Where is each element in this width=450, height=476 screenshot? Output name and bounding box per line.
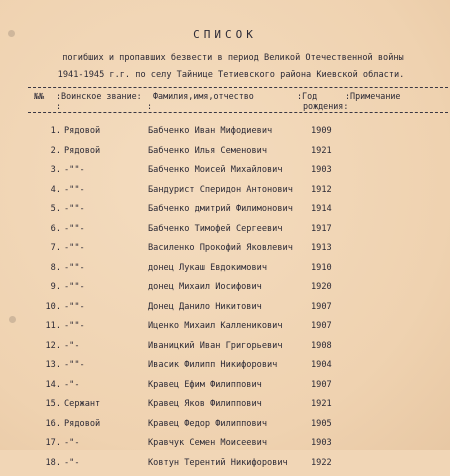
entry-rank: -""- bbox=[64, 204, 85, 214]
entry-number: 7. bbox=[50, 243, 61, 253]
entry-birth-year: 1912 bbox=[311, 184, 332, 195]
entry-number: 10. bbox=[45, 301, 61, 312]
entry-birth-year: 1913 bbox=[311, 243, 332, 253]
entry-birth-year: 1905 bbox=[311, 418, 332, 429]
entry-rank: -""- bbox=[64, 243, 85, 253]
entry-name: Кравец Яков Филиппович bbox=[148, 399, 262, 409]
entry-name: Бандурист Сперидон Антонович bbox=[148, 184, 293, 195]
entry-birth-year: 1903 bbox=[311, 165, 332, 175]
list-item bbox=[0, 263, 450, 281]
document-title: СПИСОК bbox=[193, 28, 257, 41]
header-rule-top bbox=[28, 87, 448, 88]
header-num-colon: : bbox=[56, 101, 62, 111]
entry-number: 14. bbox=[45, 379, 61, 390]
entry-name: Ивасик Филипп Никифорович bbox=[148, 360, 278, 370]
entry-name: Кравец Федор Филиппович bbox=[148, 418, 267, 429]
header-num: №№ bbox=[34, 91, 45, 101]
list-item bbox=[0, 185, 450, 203]
entry-name: Бабченко Иван Мифодиевич bbox=[148, 126, 273, 136]
list-item bbox=[0, 438, 450, 456]
entry-name: Кравчук Семен Моисеевич bbox=[148, 438, 267, 448]
entry-birth-year: 1920 bbox=[311, 282, 332, 292]
entry-birth-year: 1921 bbox=[311, 145, 332, 156]
entry-birth-year: 1903 bbox=[311, 438, 332, 448]
entry-rank: -""- bbox=[64, 321, 85, 331]
header-note: :Примечание bbox=[345, 91, 401, 101]
entry-rank: -"- bbox=[64, 438, 80, 448]
list-item bbox=[0, 458, 450, 476]
entry-name: Кравец Ефим Филиппович bbox=[148, 379, 262, 390]
entry-birth-year: 1914 bbox=[311, 204, 332, 214]
document-subtitle-line2: 1941-1945 г.г. по селу Тайнице Тетиевского района Киевской области. bbox=[57, 70, 405, 80]
entry-birth-year: 1910 bbox=[311, 262, 332, 273]
header-rank-colon: : bbox=[147, 101, 153, 111]
entry-name: донец Михаил Иосифович bbox=[148, 282, 262, 292]
list-item bbox=[0, 419, 450, 437]
list-item bbox=[0, 204, 450, 222]
entry-name: Иценко Михаил Калленикович bbox=[148, 321, 283, 331]
entry-name: Донец Данило Никитович bbox=[148, 301, 262, 312]
entry-birth-year: 1917 bbox=[311, 223, 332, 234]
entry-number: 8. bbox=[50, 262, 61, 273]
entry-rank: -"- bbox=[64, 340, 80, 351]
list-item bbox=[0, 360, 450, 378]
list-item bbox=[0, 282, 450, 300]
entry-number: 9. bbox=[50, 282, 61, 292]
header-rule-bottom bbox=[28, 112, 448, 113]
entry-birth-year: 1922 bbox=[311, 457, 332, 468]
entry-birth-year: 1907 bbox=[311, 321, 332, 331]
entry-name: Василенко Прокофий Яковлевич bbox=[148, 243, 293, 253]
entry-rank: -""- bbox=[64, 301, 85, 312]
entry-rank: -""- bbox=[64, 262, 85, 273]
document-subtitle-line1: погибших и пропавших безвести в период Великой Отечественной войны bbox=[62, 53, 404, 63]
header-rank: :Воинское звание: bbox=[56, 91, 142, 101]
entry-number: 15. bbox=[45, 399, 61, 409]
entry-name: Бабченко дмитрий Филимонович bbox=[148, 204, 293, 214]
entry-number: 3. bbox=[50, 165, 61, 175]
list-item bbox=[0, 146, 450, 164]
entry-number: 4. bbox=[50, 184, 61, 195]
entry-rank: Рядовой bbox=[64, 145, 101, 156]
entry-name: донец Лукаш Евдокимович bbox=[148, 262, 267, 273]
entry-number: 16. bbox=[45, 418, 61, 429]
entry-rank: Сержант bbox=[64, 399, 101, 409]
entry-rank: -""- bbox=[64, 282, 85, 292]
list-item bbox=[0, 165, 450, 183]
list-item bbox=[0, 321, 450, 339]
entry-rank: -"- bbox=[64, 379, 80, 390]
entry-birth-year: 1907 bbox=[311, 379, 332, 390]
entry-rank: -""- bbox=[64, 360, 85, 370]
list-item bbox=[0, 126, 450, 144]
entry-number: 2. bbox=[50, 145, 61, 156]
list-item bbox=[0, 380, 450, 398]
list-item bbox=[0, 302, 450, 320]
entry-rank: -""- bbox=[64, 184, 85, 195]
entry-birth-year: 1904 bbox=[311, 360, 332, 370]
entry-name: Ковтун Терентий Никифорович bbox=[148, 457, 288, 468]
entry-number: 11. bbox=[45, 321, 61, 331]
entry-rank: -""- bbox=[64, 165, 85, 175]
list-item bbox=[0, 224, 450, 242]
entry-birth-year: 1909 bbox=[311, 126, 332, 136]
entry-number: 1. bbox=[50, 126, 61, 136]
entry-number: 17. bbox=[45, 438, 61, 448]
entry-birth-year: 1908 bbox=[311, 340, 332, 351]
entry-rank: Рядовой bbox=[64, 126, 101, 136]
entry-name: Бабченко Моисей Михайлович bbox=[148, 165, 283, 175]
header-year: :Год bbox=[297, 91, 318, 101]
entry-number: 5. bbox=[50, 204, 61, 214]
entry-birth-year: 1907 bbox=[311, 301, 332, 312]
entry-name: Бабченко Тимофей Сергеевич bbox=[148, 223, 283, 234]
header-year-birth: рождения: bbox=[303, 101, 349, 111]
entry-name: Иваницкий Иван Григорьевич bbox=[148, 340, 283, 351]
entry-rank: Рядовой bbox=[64, 418, 101, 429]
entry-birth-year: 1921 bbox=[311, 399, 332, 409]
entry-number: 13. bbox=[45, 360, 61, 370]
entry-number: 6. bbox=[50, 223, 61, 234]
header-name: Фамилия,имя,отчество bbox=[153, 91, 254, 101]
list-item bbox=[0, 341, 450, 359]
list-item bbox=[0, 399, 450, 417]
entry-number: 18. bbox=[45, 457, 61, 468]
entry-rank: -""- bbox=[64, 223, 85, 234]
entry-name: Бабченко Илья Семенович bbox=[148, 145, 267, 156]
list-item bbox=[0, 243, 450, 261]
entry-number: 12. bbox=[45, 340, 61, 351]
entry-rank: -"- bbox=[64, 457, 80, 468]
